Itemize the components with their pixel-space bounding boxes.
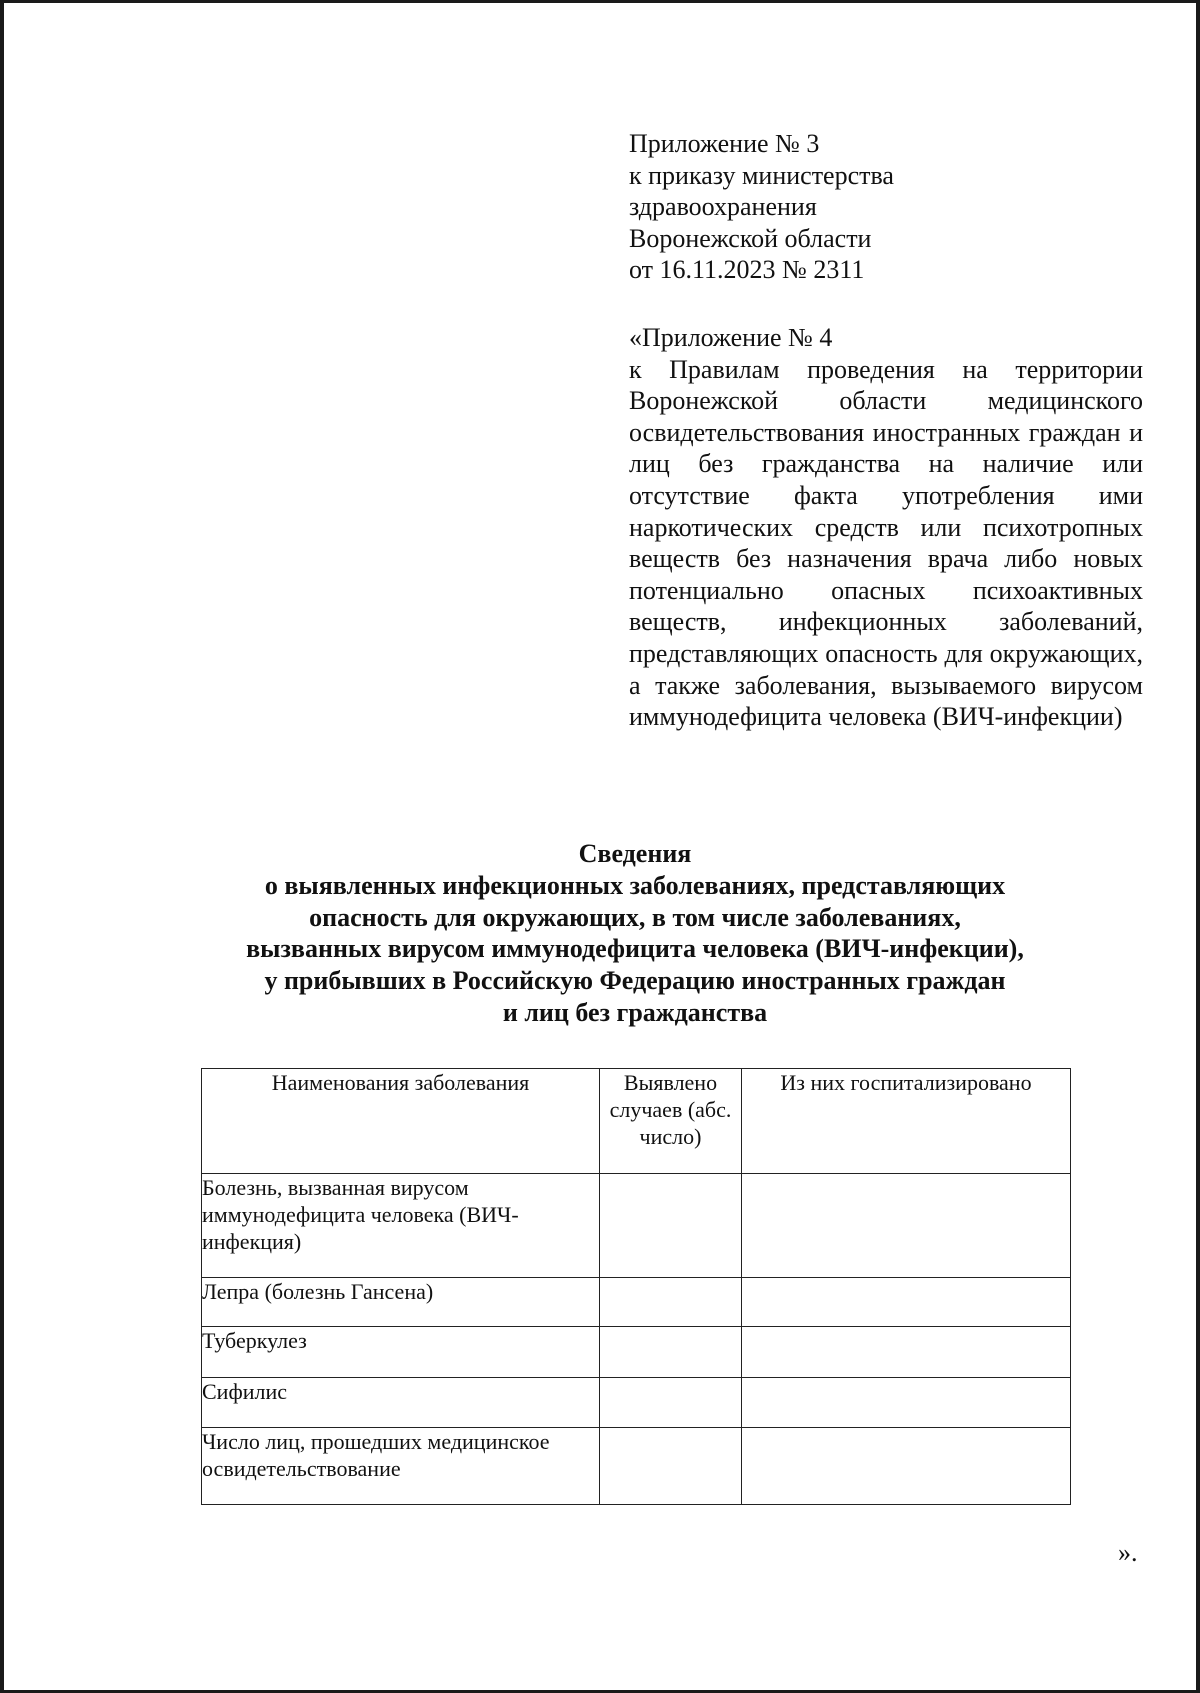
appendix-line: к приказу министерства — [629, 160, 894, 190]
disease-name-cell: Число лиц, прошедших медицинское освидетельствование — [202, 1428, 600, 1505]
table-row — [202, 1428, 1071, 1505]
title-line: опасность для окружающих, в том числе заболеваниях, — [309, 902, 961, 932]
scan-border-top — [0, 0, 1200, 3]
rules-reference-block — [629, 322, 1143, 733]
appendix-line: Приложение № 3 — [629, 129, 820, 158]
hospitalized-cell — [742, 1174, 1071, 1278]
title-line: у прибывших в Российскую Федерацию иностранных граждан — [264, 966, 1006, 996]
rules-reference-text: к Правилам проведения на территории Воронежской области медицинского освидетельствования иностранных граждан и лиц без гражданства на наличие или отсутствие факта употребления ими наркотических средств или психотропных веществ без назначения врача либо новых потенциально опасных психоактивных веществ, инфекционных заболеваний, представляющих опасность для окружающих, а также заболевания, вызываемого вирусом иммунодефицита человека (ВИЧ-инфекции) — [629, 354, 1143, 732]
table-row — [202, 1378, 1071, 1428]
cases-cell — [600, 1327, 742, 1378]
scan-border-right — [1196, 0, 1200, 1693]
cases-cell — [600, 1174, 742, 1278]
disease-name-cell: Туберкулез — [202, 1327, 600, 1378]
rules-appendix-title: «Приложение № 4 — [629, 323, 833, 352]
disease-name-cell: Лепра (болезнь Гансена) — [202, 1278, 600, 1327]
diseases-table — [201, 1068, 1071, 1505]
title-line: и лиц без гражданства — [502, 997, 768, 1027]
disease-name-cell: Болезнь, вызванная вирусом иммунодефицита человека (ВИЧ-инфекция) — [202, 1174, 600, 1278]
hospitalized-cell — [742, 1428, 1071, 1505]
closing-quote-mark: ». — [1118, 1538, 1138, 1567]
table-row — [202, 1327, 1071, 1378]
appendix-line: Воронежской области — [629, 223, 872, 253]
disease-name-cell: Сифилис — [202, 1378, 600, 1428]
table-header-row — [202, 1069, 1071, 1174]
table-row — [202, 1278, 1071, 1327]
header-cases-detected: Выявлено случаев (абс. число) — [600, 1069, 742, 1174]
header-disease-name: Наименования заболевания — [202, 1069, 600, 1174]
hospitalized-cell — [742, 1278, 1071, 1327]
document-title — [200, 838, 1070, 1029]
appendix-heading-block — [629, 128, 1143, 286]
title-line: о выявленных инфекционных заболеваниях, представляющих — [264, 870, 1006, 900]
cases-cell — [600, 1278, 742, 1327]
cases-cell — [600, 1428, 742, 1505]
table-row — [202, 1174, 1071, 1278]
appendix-line: от 16.11.2023 № 2311 — [629, 255, 865, 285]
cases-cell — [600, 1378, 742, 1428]
appendix-line: здравоохранения — [629, 192, 817, 222]
header-hospitalized: Из них госпитализировано — [742, 1069, 1071, 1174]
hospitalized-cell — [742, 1378, 1071, 1428]
scan-border-left — [0, 0, 4, 1693]
hospitalized-cell — [742, 1327, 1071, 1378]
title-line: Сведения — [578, 839, 692, 868]
title-line: вызванных вирусом иммунодефицита человека (ВИЧ-инфекции), — [246, 934, 1024, 964]
